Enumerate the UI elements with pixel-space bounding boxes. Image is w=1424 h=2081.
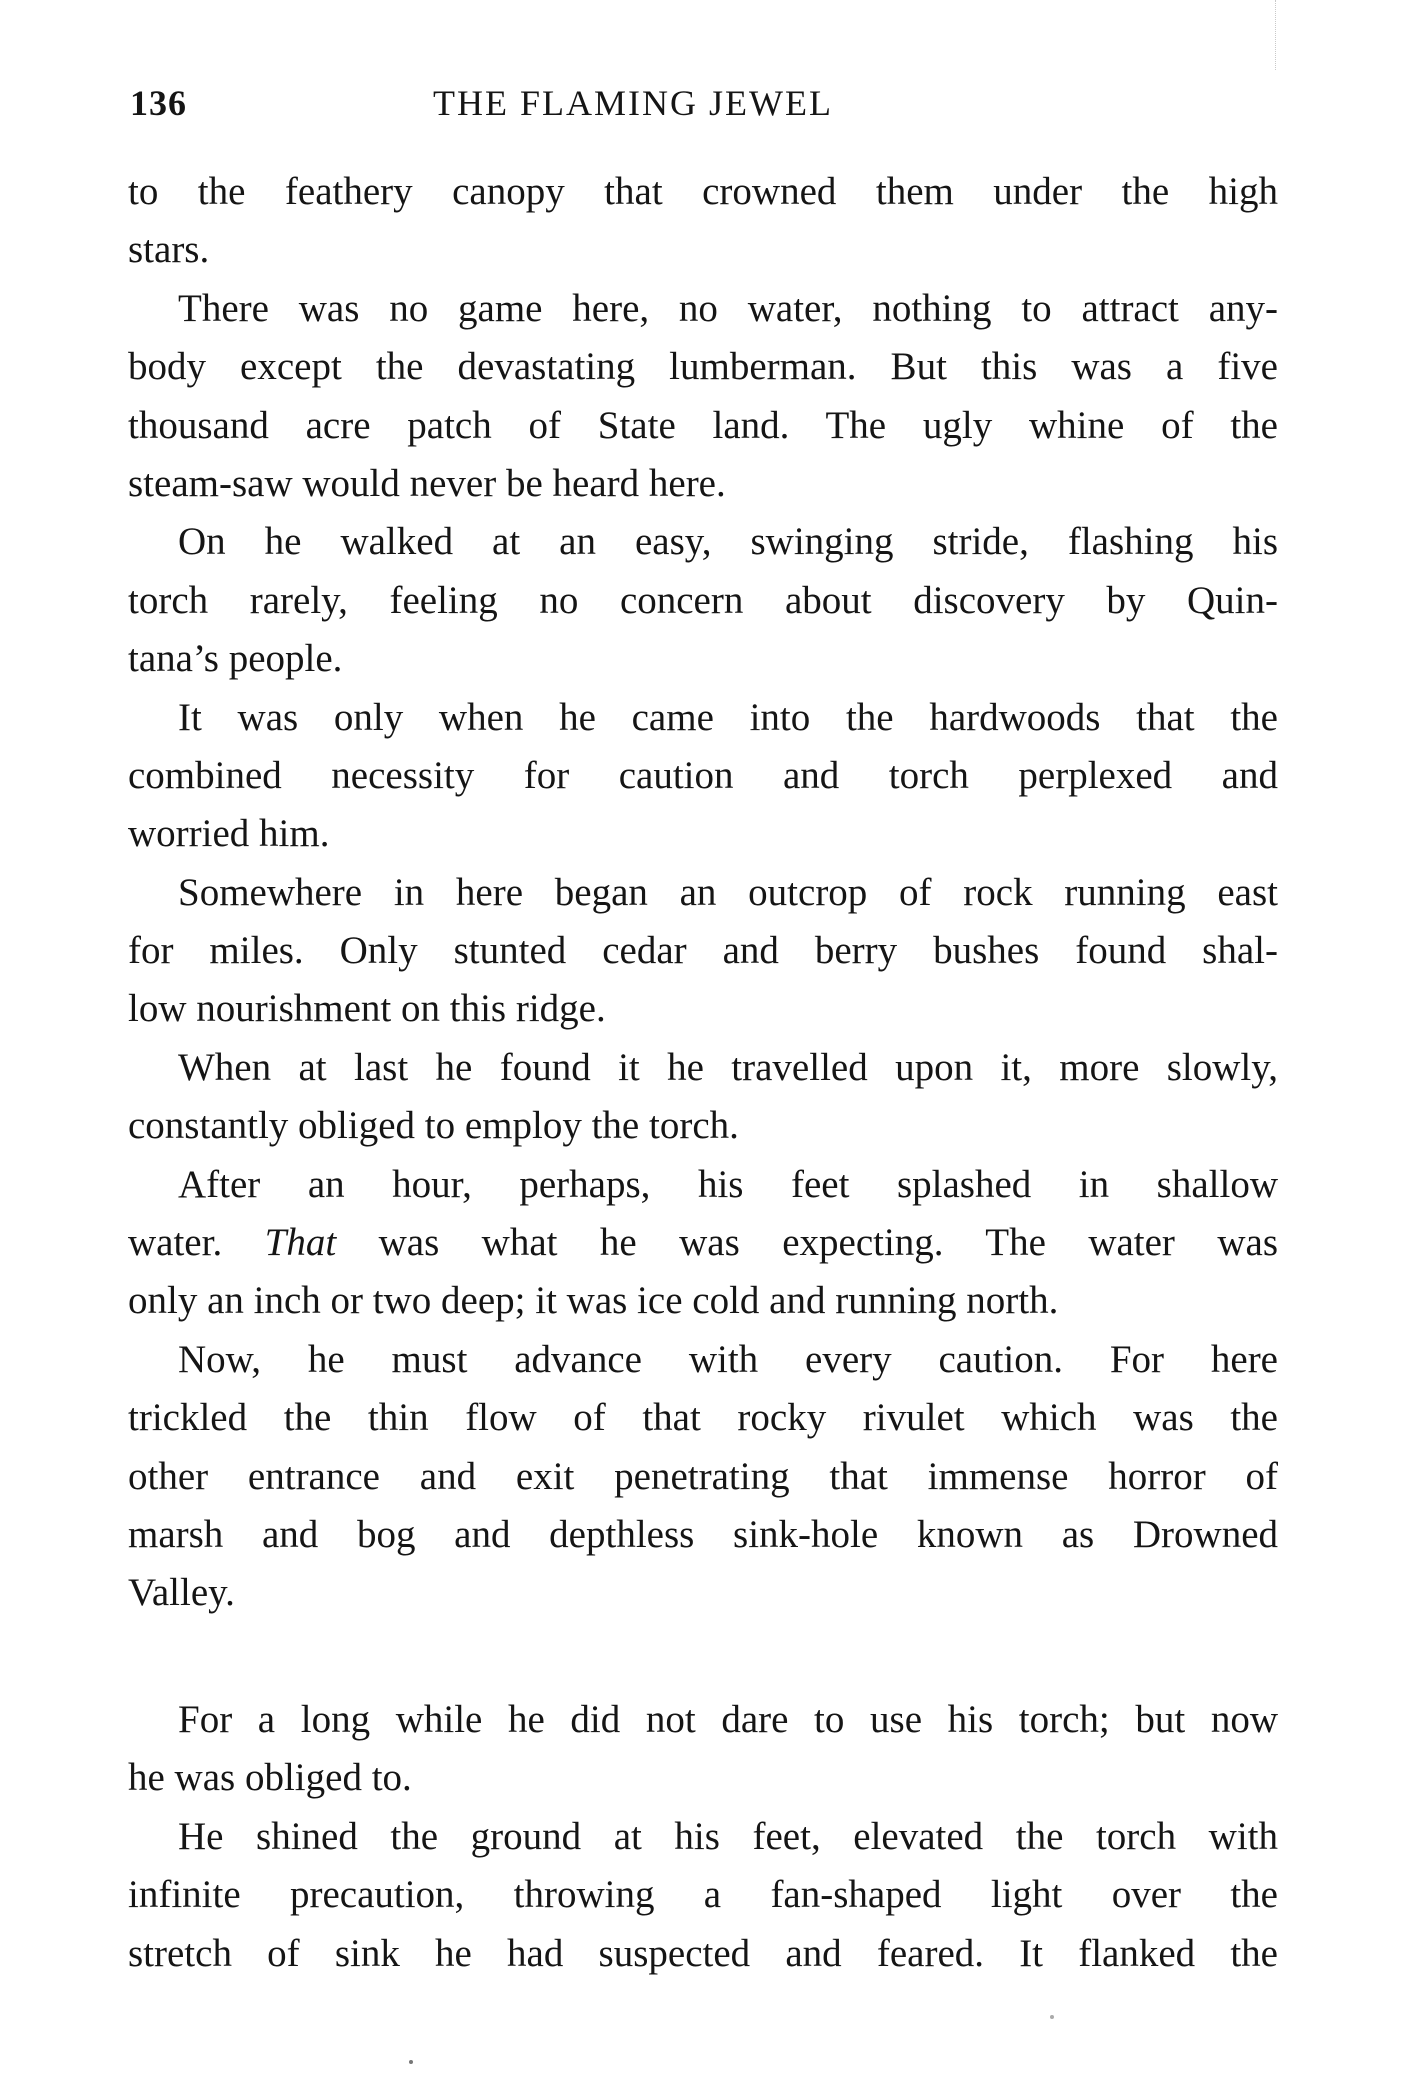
- text-line: marsh and bog and depthless sink-hole known as Drowned: [128, 1512, 1278, 1556]
- text-line-with-italic: [128, 1214, 1278, 1272]
- scan-edge-mark: [1275, 0, 1278, 70]
- main-text: [128, 163, 1278, 1623]
- text-line: After an hour, perhaps, his feet splashed in shallow: [178, 1162, 1278, 1206]
- running-title: THE FLAMING JEWEL: [433, 83, 833, 123]
- text-line: body except the devastating lumberman. But this was a five: [128, 345, 1278, 389]
- text-line: trickled the thin flow of that rocky rivulet which was the: [128, 1396, 1278, 1440]
- text-line: combined necessity for caution and torch perplexed and: [128, 753, 1278, 797]
- text-line: For a long while he did not dare to use his torch; but now: [178, 1698, 1278, 1741]
- scan-speck: [409, 2060, 413, 2064]
- text-line: low nourishment on this ridge.: [128, 987, 606, 1031]
- scan-speck: [1050, 2015, 1054, 2019]
- text-line: for miles. Only stunted cedar and berry bushes found shal-: [128, 929, 1278, 973]
- text-line: stars.: [128, 228, 210, 272]
- text-line: torch rarely, feeling no concern about discovery by Quin-: [128, 578, 1278, 622]
- text-line: to the feathery canopy that crowned them under the high: [128, 170, 1278, 213]
- text-line: constantly obliged to employ the torch.: [128, 1104, 739, 1148]
- text-line: he was obliged to.: [128, 1756, 412, 1800]
- text-line: other entrance and exit penetrating that immense horror of: [128, 1454, 1278, 1498]
- page-number: 136: [130, 83, 187, 123]
- text-line: steam-saw would never be heard here.: [128, 461, 726, 505]
- italic-word: That: [264, 1221, 337, 1265]
- text-fragment: water.: [128, 1221, 265, 1265]
- text-line: It was only when he came into the hardwoods that the: [178, 695, 1278, 739]
- text-line: Valley.: [128, 1571, 235, 1615]
- text-line: When at last he found it he travelled upon it, more slowly,: [178, 1045, 1278, 1089]
- text-line: There was no game here, no water, nothing to attract any-: [178, 286, 1278, 330]
- text-line: He shined the ground at his feet, elevated the torch with: [178, 1814, 1278, 1858]
- text-fragment: was what he was expecting. The water was: [336, 1221, 1278, 1265]
- text-line: tana’s people.: [128, 637, 343, 681]
- text-line: On he walked at an easy, swinging stride, flashing his: [178, 520, 1278, 564]
- text-line: stretch of sink he had suspected and feared. It flanked the: [128, 1931, 1278, 1975]
- section-two-text: [128, 1691, 1278, 1983]
- text-line: only an inch or two deep; it was ice cold and running north.: [128, 1279, 1059, 1323]
- text-line: worried him.: [128, 812, 330, 856]
- page-header: [130, 82, 1280, 142]
- text-line: thousand acre patch of State land. The ugly whine of the: [128, 403, 1278, 447]
- text-line: Somewhere in here began an outcrop of rock running east: [178, 870, 1278, 914]
- text-line: infinite precaution, throwing a fan-shaped light over the: [128, 1873, 1278, 1917]
- text-line: Now, he must advance with every caution. For here: [178, 1337, 1278, 1381]
